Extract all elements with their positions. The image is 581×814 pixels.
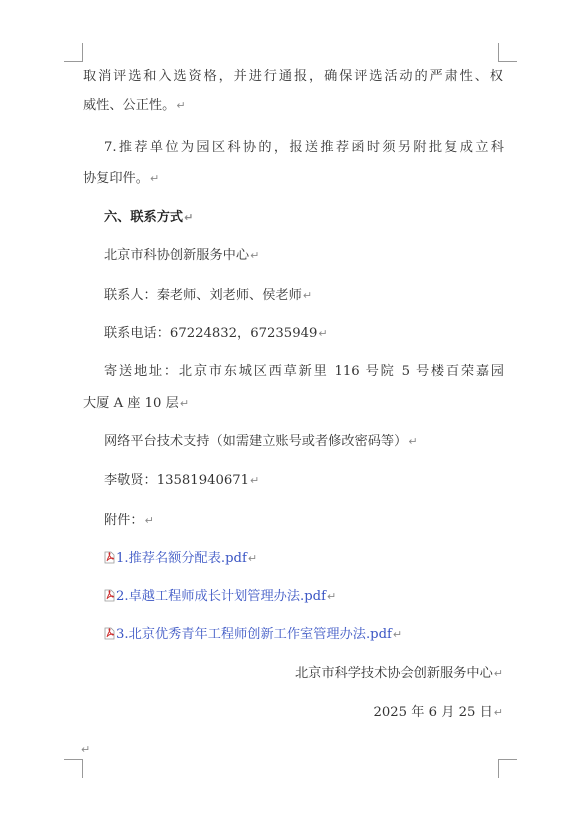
section-heading: 六、联系方式↵ [104, 210, 194, 225]
org-line: 北京市科协创新服务中心↵ [104, 248, 260, 263]
paragraph-mark: ↵ [247, 552, 258, 565]
contacts-line: 联系人：秦老师、刘老师、侯老师↵ [104, 288, 313, 303]
paragraph-mark: ↵ [302, 289, 313, 302]
paragraph-line: 威性、公正性。↵ [83, 98, 186, 113]
paragraph-mark: ↵ [493, 706, 503, 719]
paragraph-mark: ↵ [176, 99, 186, 112]
paragraph-mark: ↵ [392, 628, 403, 641]
tech-support-line: 网络平台技术支持（如需建立账号或者修改密码等）↵ [104, 434, 418, 449]
paragraph-mark: ↵ [493, 667, 503, 680]
attachment-link[interactable]: 1.推荐名额分配表.pdf [116, 551, 247, 566]
paragraph-mark: ↵ [144, 514, 154, 527]
paragraph-mark: ↵ [408, 435, 418, 448]
paragraph-mark: ↵ [81, 743, 91, 756]
attachment-item[interactable] [104, 626, 504, 644]
attachments-label: 附件：↵ [104, 513, 154, 528]
paragraph-line: 协复印件。↵ [83, 171, 160, 186]
paragraph-mark: ↵ [326, 590, 337, 603]
crop-mark-bottom-right [498, 759, 517, 778]
paragraph-line: 7.推荐单位为园区科协的，报送推荐函时须另附批复成立科 [104, 140, 504, 155]
pdf-file-icon [104, 627, 115, 640]
crop-mark-top-right [498, 43, 517, 62]
signature-date: 2025 年 6 月 25 日↵ [373, 705, 503, 720]
paragraph-mark: ↵ [184, 211, 194, 224]
address-line: 大厦 A 座 10 层↵ [83, 396, 190, 411]
attachment-item[interactable] [104, 550, 504, 568]
paragraph-mark: ↵ [149, 172, 160, 185]
paragraph-mark: ↵ [318, 327, 328, 340]
signature-org: 北京市科学技术协会创新服务中心↵ [294, 666, 503, 681]
attachment-link[interactable]: 3.北京优秀青年工程师创新工作室管理办法.pdf [116, 627, 392, 642]
pdf-file-icon [104, 551, 115, 564]
attachment-link[interactable]: 2.卓越工程师成长计划管理办法.pdf [116, 589, 326, 604]
address-line: 寄送地址：北京市东城区西草新里 116 号院 5 号楼百荣嘉园 [104, 364, 504, 379]
paragraph-mark: ↵ [179, 397, 190, 410]
crop-mark-top-left [64, 43, 83, 62]
paragraph-line: 取消评选和入选资格，并进行通报，确保评选活动的严肃性、权 [83, 69, 503, 84]
attachment-item[interactable] [104, 588, 504, 606]
phone-line: 联系电话：67224832，67235949↵ [104, 326, 328, 341]
pdf-file-icon [104, 589, 115, 602]
empty-paragraph [80, 741, 500, 759]
paragraph-mark: ↵ [250, 249, 260, 262]
paragraph-mark: ↵ [250, 474, 260, 487]
tech-contact-line: 李敬贤：13581940671↵ [104, 473, 260, 488]
crop-mark-bottom-left [64, 759, 83, 778]
